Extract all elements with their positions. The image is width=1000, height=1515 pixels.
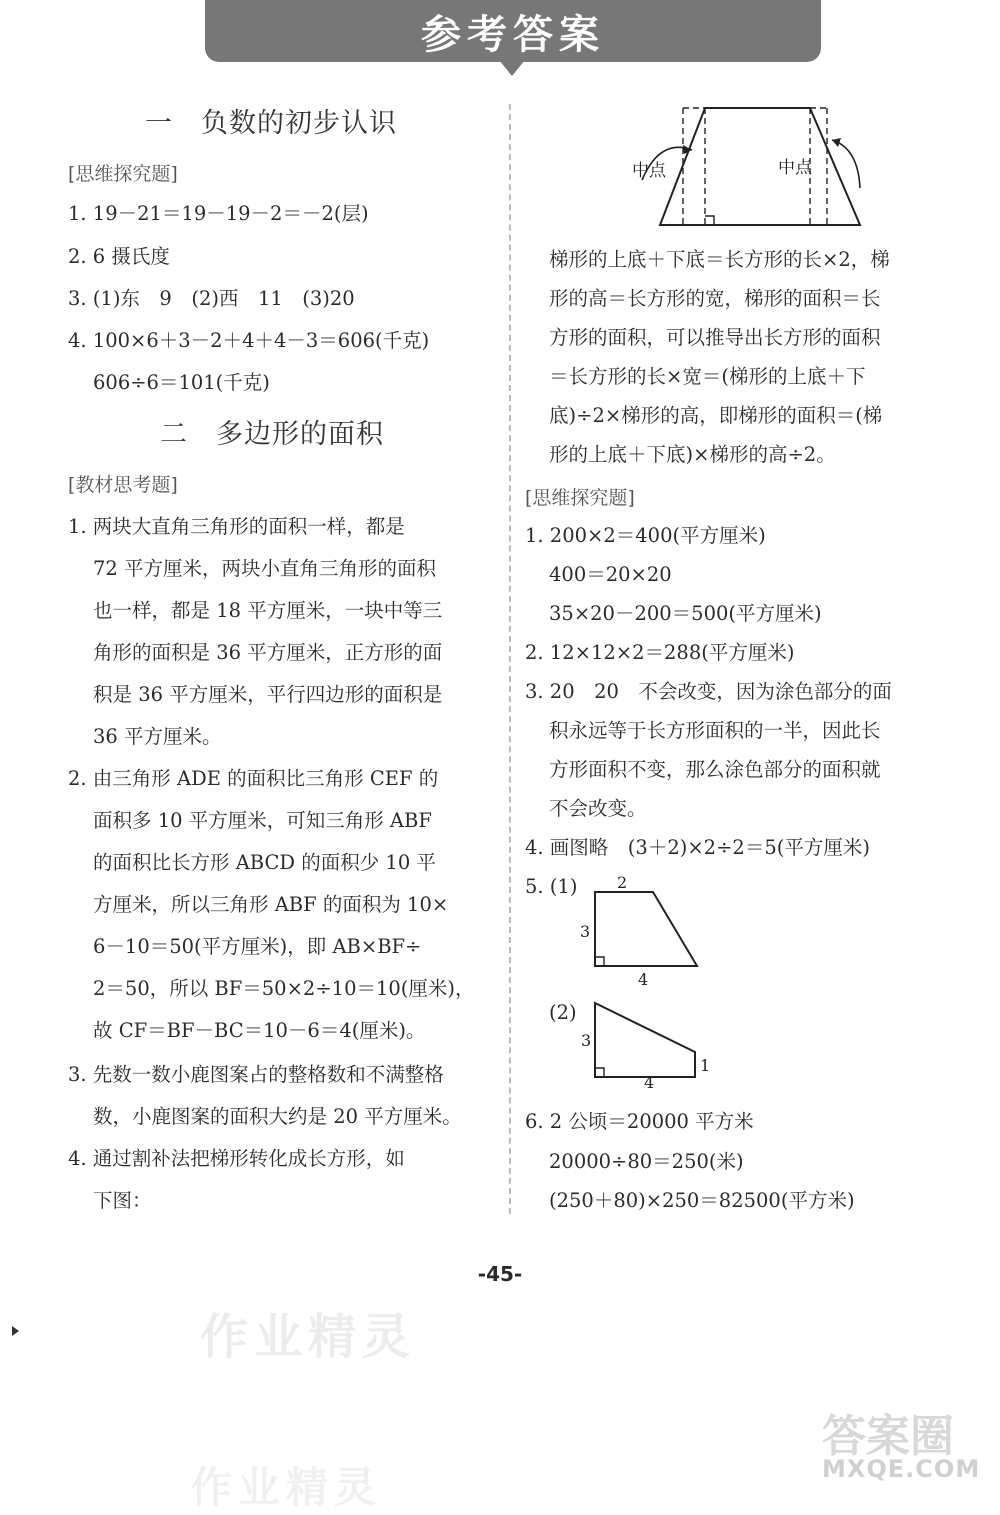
answer-line: 1. 19－21＝19－19－2＝－2(层)	[68, 202, 369, 225]
answer-line: 面积多 10 平方厘米，可知三角形 ABF	[93, 809, 432, 832]
answer-line: 不会改变。	[549, 797, 647, 820]
trapezoid-1-top-label: 2	[617, 873, 628, 892]
explanation-line: 方形的面积，可以推导出长方形的面积	[549, 326, 881, 349]
trapezoid-2-bottom-label: 4	[644, 1073, 655, 1090]
trapezoid-1-figure	[575, 870, 715, 990]
tag-textbook: [教材思考题]	[68, 474, 178, 496]
answer-line: 1. 两块大直角三角形的面积一样，都是	[68, 515, 405, 538]
section-title-1: 一 负数的初步认识	[145, 108, 397, 139]
page-number: -45-	[477, 1262, 523, 1286]
banner-notch	[499, 60, 525, 76]
answer-line: 72 平方厘米，两块小直角三角形的面积	[93, 557, 437, 580]
tag-thinking-1: [思维探究题]	[68, 163, 178, 185]
explanation-line: 形的上底＋下底)×梯形的高÷2。	[549, 443, 836, 466]
trapezoid-1-left-label: 3	[580, 922, 591, 941]
answer-line: 积永远等于长方形面积的一半，因此长	[549, 719, 881, 742]
trapezoid-shape	[660, 108, 860, 225]
answer-line: 3. (1)东 9 (2)西 11 (3)20	[68, 287, 355, 310]
trapezoid-2-figure	[575, 995, 725, 1090]
trapezoid-2-right-label: 1	[700, 1056, 711, 1075]
page-title: 参考答案	[421, 11, 605, 58]
watermark-corner-logo: 答案圈	[822, 1411, 954, 1462]
answer-line: 数，小鹿图案的面积大约是 20 平方厘米。	[93, 1105, 462, 1128]
answer-line: 下图：	[93, 1189, 152, 1212]
right-angle-mark	[705, 216, 714, 225]
answer-line: 2. 12×12×2＝288(平方厘米)	[525, 641, 795, 664]
answer-line: 400＝20×20	[549, 563, 672, 586]
answer-line: 3. 20 20 不会改变，因为涂色部分的面	[525, 680, 892, 703]
right-angle-mark	[595, 957, 604, 966]
answer-line: 1. 200×2＝400(平方厘米)	[525, 524, 766, 547]
answer-line: 方形面积不变，那么涂色部分的面积就	[549, 758, 881, 781]
answer-line: 角形的面积是 36 平方厘米，正方形的面	[93, 641, 443, 664]
header-banner	[205, 0, 821, 62]
right-angle-mark	[595, 1068, 604, 1077]
answer-line: 2＝50，所以 BF＝50×2÷10＝10(厘米)，	[93, 977, 475, 1000]
answer-line: 积是 36 平方厘米，平行四边形的面积是	[93, 683, 443, 706]
answer-line: 方厘米，所以三角形 ABF 的面积为 10×	[93, 893, 449, 916]
answer-line: 36 平方厘米。	[93, 725, 222, 748]
trapezoid-figure	[620, 88, 880, 233]
watermark-center: 作业精灵	[200, 1309, 417, 1365]
answer-line: 606÷6＝101(千克)	[93, 371, 270, 394]
answer-line: 4. 画图略 (3＋2)×2÷2＝5(平方厘米)	[525, 836, 870, 859]
cursor-icon	[12, 1326, 19, 1336]
answer-line: 6－10＝50(平方厘米)，即 AB×BF÷	[93, 935, 422, 958]
answer-line: 3. 先数一数小鹿图案占的整格数和不满整格	[68, 1063, 444, 1086]
answer-line: 故 CF＝BF－BC＝10－6＝4(厘米)。	[93, 1019, 426, 1042]
trapezoid-2-left-label: 3	[581, 1031, 592, 1050]
answer-line: 4. 100×6＋3－2＋4＋4－3＝606(千克)	[68, 329, 430, 352]
answer-line: 2. 6 摄氏度	[68, 245, 170, 268]
answer-line: 20000÷80＝250(米)	[549, 1150, 744, 1173]
arrow-right	[832, 140, 860, 188]
column-divider	[509, 104, 511, 1214]
trapezoid-1-bottom-label: 4	[638, 970, 649, 989]
midpoint-label-left: 中点	[632, 161, 666, 181]
explanation-line: 形的高＝长方形的宽，梯形的面积＝长	[549, 287, 881, 310]
watermark-bottom: 作业精灵	[190, 1463, 383, 1512]
answer-line: 也一样，都是 18 平方厘米，一块中等三	[93, 599, 443, 622]
answer-line: 6. 2 公顷＝20000 平方米	[525, 1110, 754, 1133]
watermark-corner-url: MXQE.COM	[822, 1455, 981, 1483]
explanation-line: 梯形的上底＋下底＝长方形的长×2，梯	[549, 248, 890, 271]
fig5-label-1: 5. (1)	[525, 875, 578, 898]
explanation-line: 底)÷2×梯形的高，即梯形的面积＝(梯	[549, 404, 883, 427]
midpoint-label-right: 中点	[778, 158, 812, 178]
answer-line: 35×20－200＝500(平方厘米)	[549, 602, 822, 625]
trapezoid-1-shape	[595, 892, 697, 966]
section-title-2: 二 多边形的面积	[160, 419, 384, 450]
answer-line: 2. 由三角形 ADE 的面积比三角形 CEF 的	[68, 767, 439, 790]
answer-line: 4. 通过割补法把梯形转化成长方形，如	[68, 1147, 405, 1170]
explanation-line: ＝长方形的长×宽＝(梯形的上底＋下	[549, 365, 866, 388]
answer-line: (250＋80)×250＝82500(平方米)	[549, 1189, 855, 1212]
fig5-label-2: (2)	[549, 1001, 577, 1024]
answer-line: 的面积比长方形 ABCD 的面积少 10 平	[93, 851, 436, 874]
tag-thinking-2: [思维探究题]	[525, 487, 635, 509]
trapezoid-2-shape	[595, 1003, 695, 1077]
